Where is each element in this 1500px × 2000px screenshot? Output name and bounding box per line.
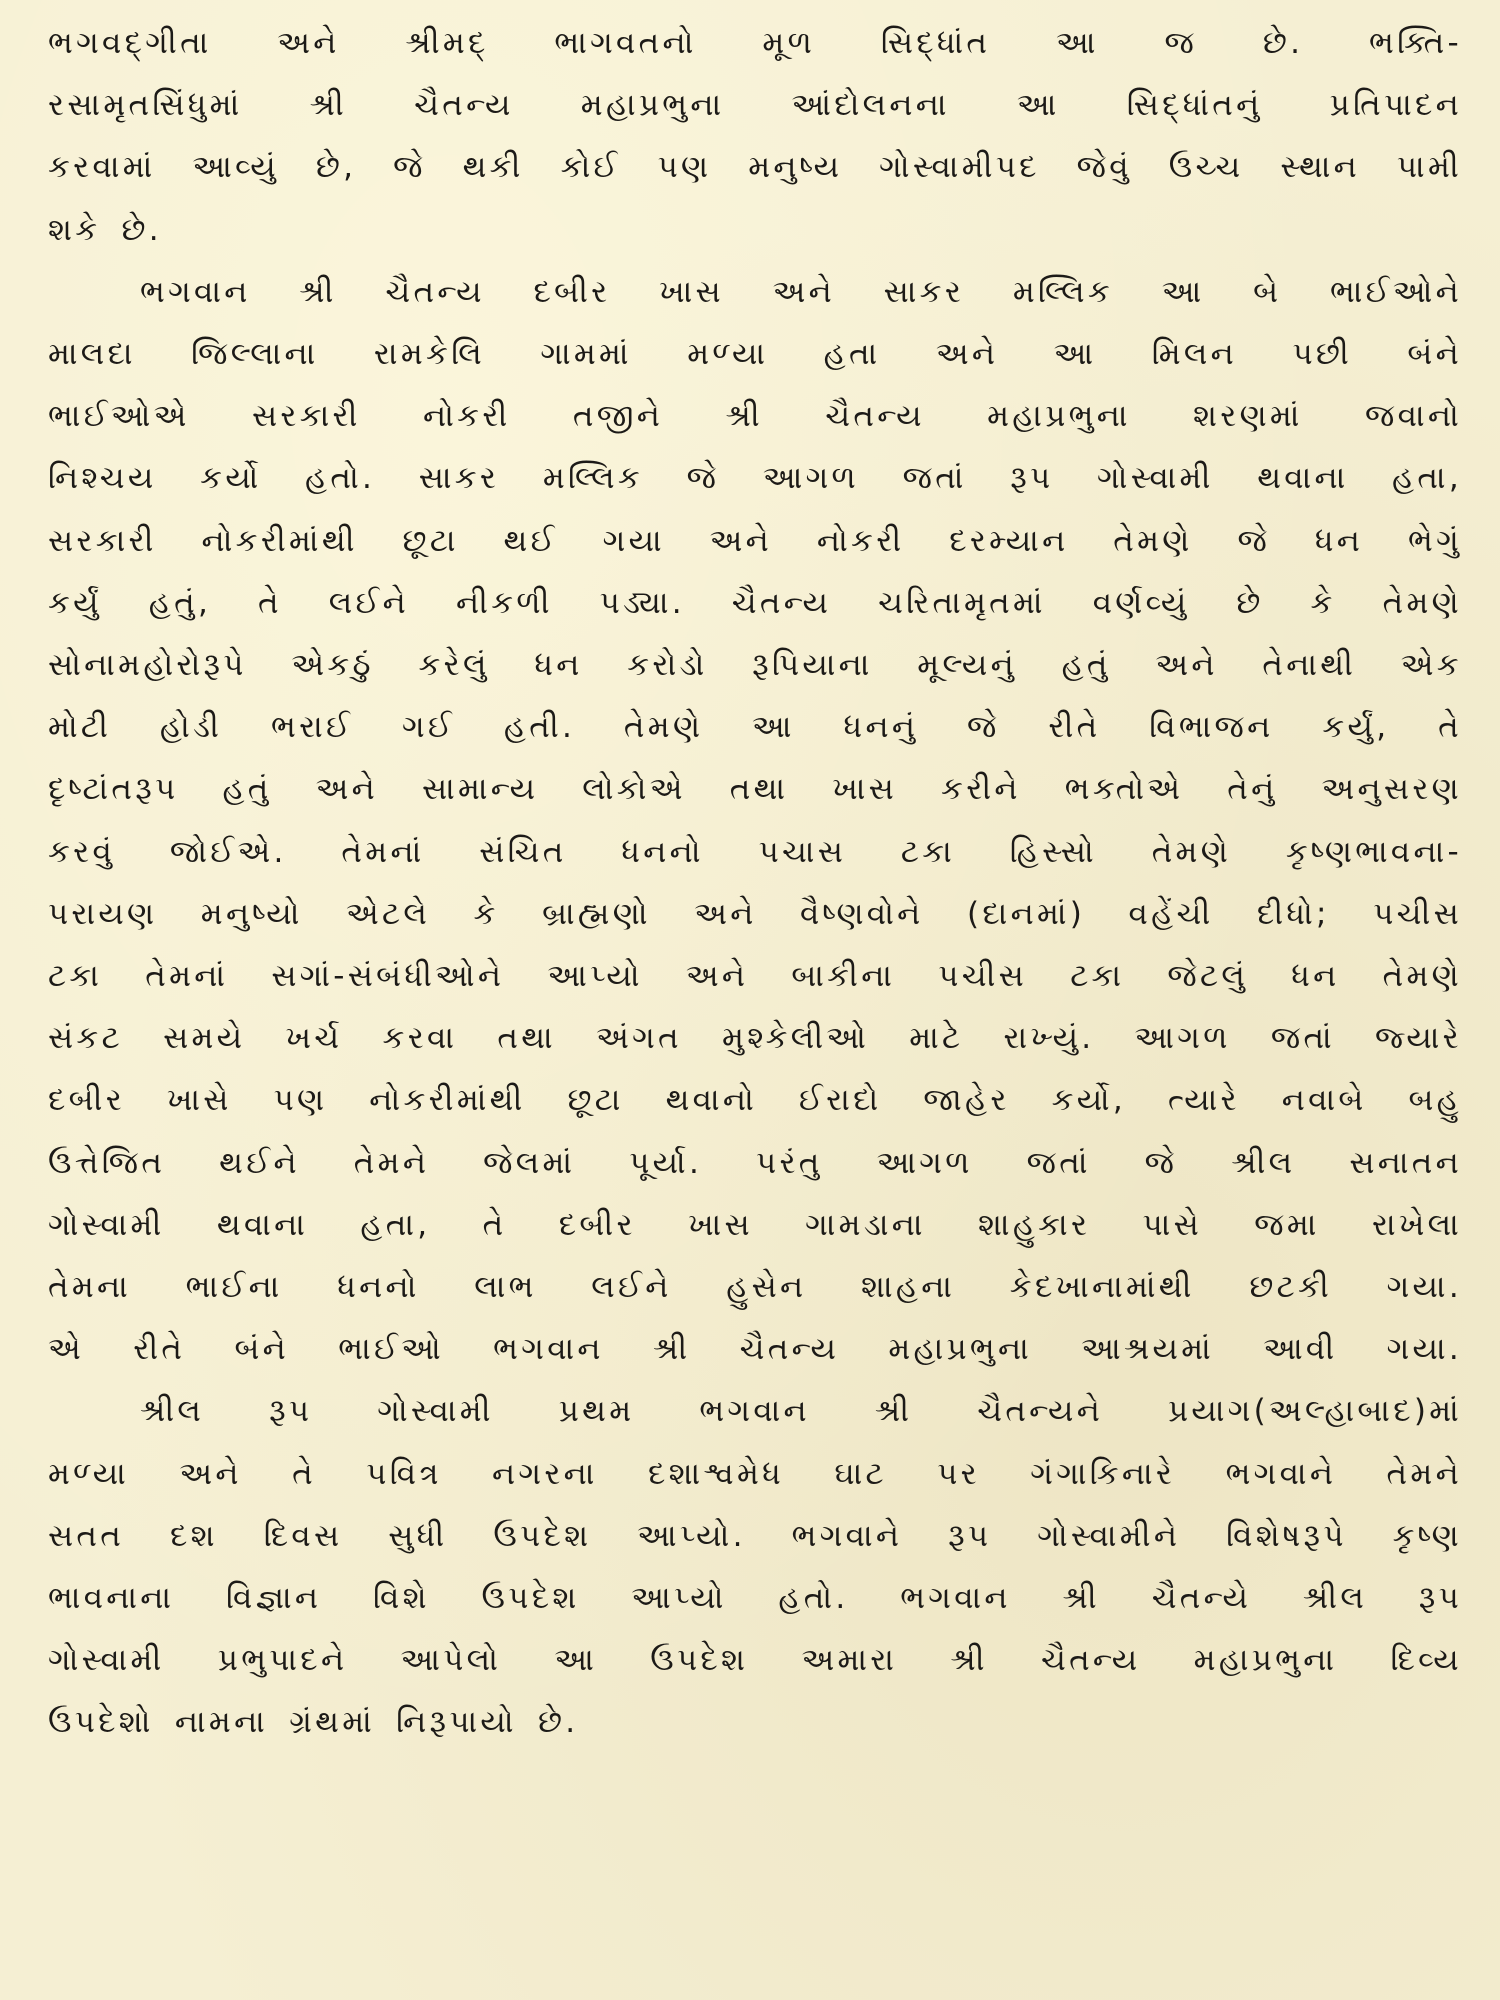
- text-line: કરવું જોઈએ. તેમનાં સંચિત ધનનો પચાસ ટકા હિસ્સો તેમણે કૃષ્ણભાવના-: [48, 833, 1462, 870]
- text-line: મોટી હોડી ભરાઈ ગઈ હતી. તેમણે આ ધનનું જે રીતે વિભાજન કર્યું, તે: [48, 709, 1462, 746]
- body-text: [48, 12, 1462, 1754]
- paragraph-2: [48, 261, 1462, 1381]
- text-line: સોનામહોરોરૂપે એકઠું કરેલું ધન કરોડો રૂપિયાના મૂલ્યનું હતું અને તેનાથી એક: [48, 647, 1462, 684]
- text-line: ટકા તેમનાં સગાં-સંબંધીઓને આપ્યો અને બાકીના પચીસ ટકા જેટલું ધન તેમણે: [48, 958, 1462, 995]
- text-line: શકે છે.: [48, 211, 162, 248]
- text-line: દૃષ્ટાંતરૂપ હતું અને સામાન્ય લોકોએ તથા ખાસ કરીને ભક્તોએ તેનું અનુસરણ: [48, 771, 1462, 808]
- text-line: ગોસ્વામી થવાના હતા, તે દબીર ખાસ ગામડાના શાહુકાર પાસે જમા રાખેલા: [48, 1206, 1462, 1243]
- text-line: એ રીતે બંને ભાઈઓ ભગવાન શ્રી ચૈતન્ય મહાપ્રભુના આશ્રયમાં આવી ગયા.: [48, 1331, 1462, 1368]
- text-line: ભગવદ્ગીતા અને શ્રીમદ્ ભાગવતનો મૂળ સિદ્ધાંત આ જ છે. ભક્તિ-: [48, 25, 1462, 61]
- paragraph-3: [48, 1380, 1462, 1753]
- text-line: ઉપદેશો નામના ગ્રંથમાં નિરૂપાયો છે.: [48, 1704, 579, 1741]
- text-line: ગોસ્વામી પ્રભુપાદને આપેલો આ ઉપદેશ અમારા શ્રી ચૈતન્ય મહાપ્રભુના દિવ્ય: [48, 1642, 1462, 1679]
- text-line: તેમના ભાઈના ધનનો લાભ લઈને હુસેન શાહના કેદખાનામાંથી છટકી ગયા.: [48, 1269, 1462, 1306]
- text-line: ભાવનાના વિજ્ઞાન વિશે ઉપદેશ આપ્યો હતો. ભગવાન શ્રી ચૈતન્યે શ્રીલ રૂપ: [48, 1580, 1462, 1617]
- text-line: માલદા જિલ્લાના રામકેલિ ગામમાં મળ્યા હતા અને આ મિલન પછી બંને: [48, 336, 1462, 373]
- text-line: સંકટ સમયે ખર્ચ કરવા તથા અંગત મુશ્કેલીઓ માટે રાખ્યું. આગળ જતાં જ્યારે: [48, 1020, 1462, 1057]
- text-line: પરાયણ મનુષ્યો એટલે કે બ્રાહ્મણો અને વૈષ્ણવોને (દાનમાં) વહેંચી દીધો; પચીસ: [48, 895, 1462, 932]
- text-line: ભાઈઓએ સરકારી નોકરી તજીને શ્રી ચૈતન્ય મહાપ્રભુના શરણમાં જવાનો: [48, 398, 1462, 435]
- text-line: મળ્યા અને તે પવિત્ર નગરના દશાશ્વમેધ ઘાટ પર ગંગાકિનારે ભગવાને તેમને: [48, 1455, 1462, 1492]
- text-line: શ્રીલ રૂપ ગોસ્વામી પ્રથમ ભગવાન શ્રી ચૈતન્યને પ્રયાગ(અલ્હાબાદ)માં: [140, 1393, 1462, 1430]
- text-line: કરવામાં આવ્યું છે, જે થકી કોઈ પણ મનુષ્ય ગોસ્વામીપદ જેવું ઉચ્ચ સ્થાન પામી: [48, 149, 1462, 186]
- text-line: ઉત્તેજિત થઈને તેમને જેલમાં પૂર્યા. પરંતુ આગળ જતાં જે શ્રીલ સનાતન: [48, 1144, 1462, 1181]
- paragraph-1: [48, 12, 1462, 261]
- text-line: નિશ્ચય કર્યો હતો. સાકર મલ્લિક જે આગળ જતાં રૂપ ગોસ્વામી થવાના હતા,: [48, 460, 1462, 497]
- text-line: સતત દશ દિવસ સુધી ઉપદેશ આપ્યો. ભગવાને રૂપ ગોસ્વામીને વિશેષરૂપે કૃષ્ણ: [48, 1517, 1462, 1554]
- text-line: દબીર ખાસે પણ નોકરીમાંથી છૂટા થવાનો ઈરાદો જાહેર કર્યો, ત્યારે નવાબે બહુ: [48, 1082, 1462, 1119]
- text-line: રસામૃતસિંધુમાં શ્રી ચૈતન્ય મહાપ્રભુના આંદોલનના આ સિદ્ધાંતનું પ્રતિપાદન: [48, 87, 1462, 124]
- text-line: ભગવાન શ્રી ચૈતન્ય દબીર ખાસ અને સાકર મલ્લિક આ બે ભાઈઓને: [140, 273, 1462, 310]
- text-line: કર્યું હતું, તે લઈને નીકળી પડ્યા. ચૈતન્ય ચરિતામૃતમાં વર્ણવ્યું છે કે તેમણે: [48, 584, 1462, 621]
- text-line: સરકારી નોકરીમાંથી છૂટા થઈ ગયા અને નોકરી દરમ્યાન તેમણે જે ધન ભેગું: [48, 522, 1462, 559]
